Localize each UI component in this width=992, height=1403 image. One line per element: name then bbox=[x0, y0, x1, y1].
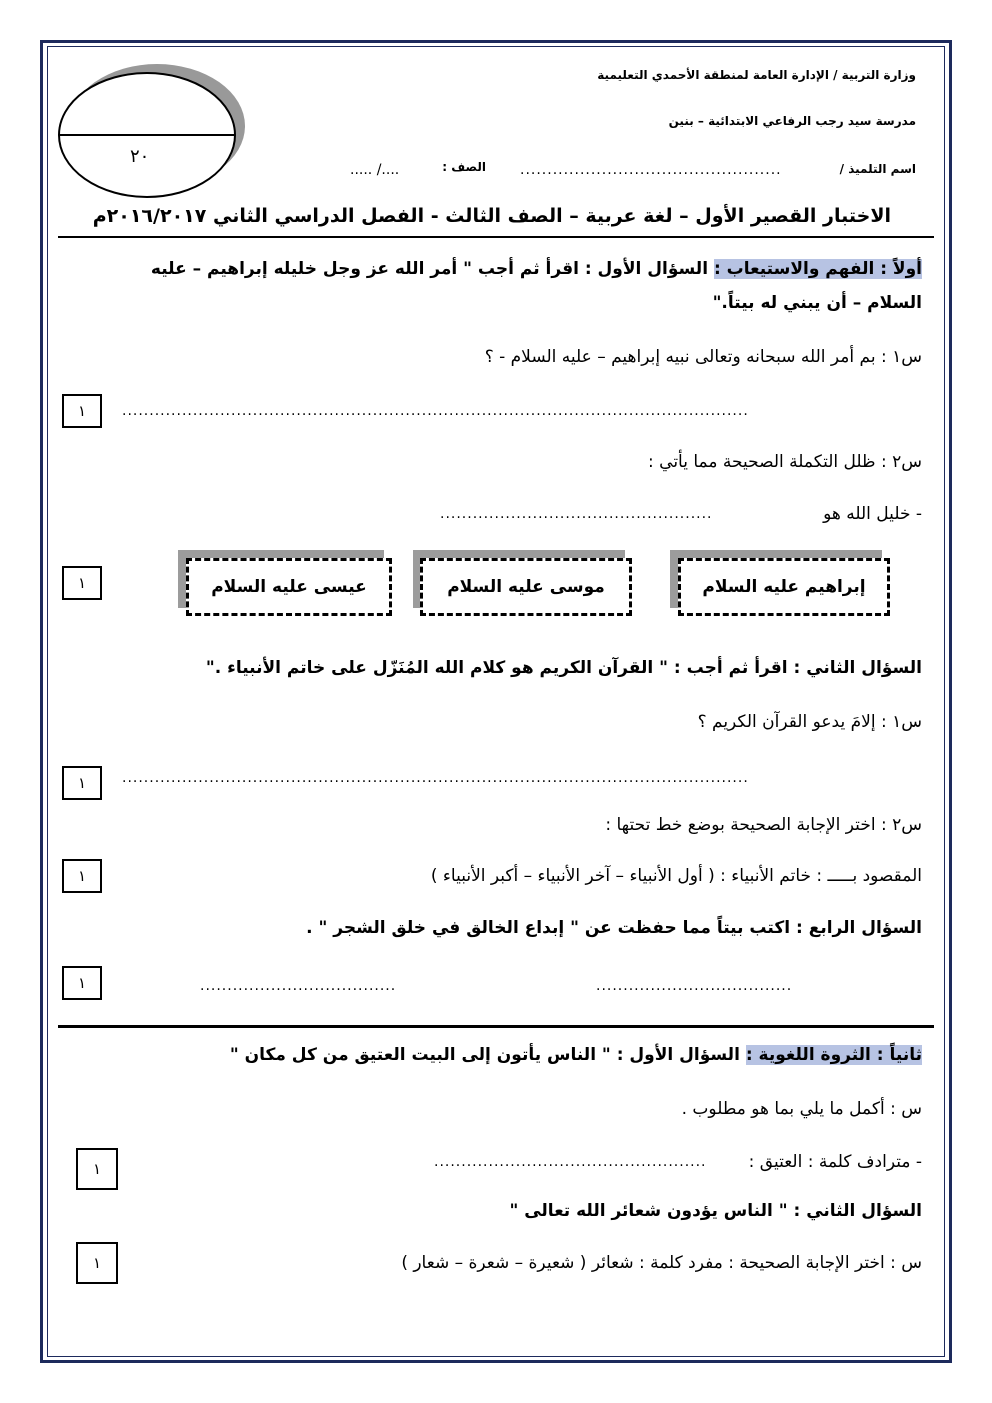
section2-s-choose[interactable]: س : اختر الإجابة الصحيحة : مفرد كلمة : شعائر ( شعيرة – شعرة – شعار ) bbox=[401, 1253, 922, 1273]
section2-s-complete: س : أكمل ما يلي بما هو مطلوب . bbox=[681, 1099, 922, 1119]
section1-q1-s1: س١ : بم أمر الله سبحانه وتعالى نبيه إبراهيم – عليه السلام - ؟ bbox=[484, 347, 922, 367]
section2-q1-intro: السؤال الأول : " الناس يأتون إلى البيت العتيق من كل مكان " bbox=[229, 1045, 740, 1065]
section2-q2-intro: السؤال الثاني : " الناس يؤدون شعائر الله تعالى " bbox=[509, 1201, 922, 1221]
khalil-prompt: - خليل الله هو bbox=[823, 504, 922, 524]
answer-line-s1[interactable]: ................................................................................................................... bbox=[122, 403, 749, 419]
synonym-answer-line[interactable]: .................................................. bbox=[434, 1154, 707, 1170]
section1-q2-intro: السؤال الثاني : اقرأ ثم أجب : " القرآن الكريم هو كلام الله المُنَزّل على خاتم الأنبياء ." bbox=[205, 658, 922, 678]
section1-q1-intro-cont: السلام – أن يبني له بيتاً." bbox=[712, 293, 922, 313]
student-name-field[interactable]: ................................................ bbox=[520, 162, 782, 178]
poem-line-left[interactable]: .................................... bbox=[200, 978, 397, 994]
school-line: مدرسة سيد رجب الرفاعي الابتدائية – بنين bbox=[668, 114, 916, 128]
section1-q2-s2: س٢ : اختر الإجابة الصحيحة بوضع خط تحتها : bbox=[605, 815, 922, 835]
section-divider bbox=[58, 1025, 934, 1028]
section1-q1-s2: س٢ : ظلل التكملة الصحيحة مما يأتي : bbox=[648, 452, 922, 472]
section1-q1-heading-line bbox=[151, 259, 922, 279]
khalil-answer-line[interactable]: .................................................. bbox=[440, 506, 713, 522]
total-score: ٢٠ bbox=[130, 146, 150, 167]
option-isa[interactable]: عيسى عليه السلام bbox=[186, 558, 392, 616]
section1-q4: السؤال الرابع : اكتب بيتاً مما حفظت عن " إبداع الخالق في خلق الشجر " . bbox=[306, 918, 922, 938]
section1-q2-s1: س١ : إلامَ يدعو القرآن الكريم ؟ bbox=[697, 712, 922, 732]
section1-q2-s2-choices[interactable]: المقصود بـــــ : خاتم الأنبياء : ( أول الأنبياء – آخر الأنبياء – أكبر الأنبياء ) bbox=[430, 866, 922, 886]
option-ibrahim[interactable]: إبراهيم عليه السلام bbox=[678, 558, 890, 616]
score-box: ١ bbox=[62, 566, 102, 600]
poem-line-right[interactable]: .................................... bbox=[596, 978, 793, 994]
score-box: ١ bbox=[62, 394, 102, 428]
score-box: ١ bbox=[76, 1148, 118, 1190]
option-musa[interactable]: موسى عليه السلام bbox=[420, 558, 632, 616]
score-box: ١ bbox=[62, 766, 102, 800]
total-score-ellipse bbox=[55, 58, 255, 203]
student-name-label: اسم التلميذ / bbox=[839, 162, 916, 176]
score-box: ١ bbox=[62, 966, 102, 1000]
title-divider bbox=[58, 236, 934, 238]
section2-heading: ثانياً : الثروة اللغوية : bbox=[745, 1045, 922, 1065]
section1-q1-intro: السؤال الأول : اقرأ ثم أجب " أمر الله عز وجل خليله إبراهيم – عليه bbox=[150, 259, 709, 279]
synonym-prompt: - مترادف كلمة : العتيق : bbox=[748, 1152, 922, 1172]
class-label: الصف : bbox=[442, 160, 486, 174]
section1-heading: أولاً : الفهم والاستيعاب : bbox=[713, 259, 922, 279]
exam-title: الاختبار القصير الأول – لغة عربية – الصف الثالث - الفصل الدراسي الثاني ٢٠١٦/٢٠١٧م bbox=[92, 205, 891, 227]
score-box: ١ bbox=[62, 859, 102, 893]
section2-q1-heading-line bbox=[230, 1045, 922, 1065]
ministry-line: وزارة التربية / الإدارة العامة لمنطقة الأحمدي التعليمية bbox=[597, 68, 916, 82]
class-field[interactable]: ..../ ..... bbox=[350, 162, 400, 178]
answer-line-q2-s1[interactable]: ................................................................................................................... bbox=[122, 770, 749, 786]
score-box: ١ bbox=[76, 1242, 118, 1284]
